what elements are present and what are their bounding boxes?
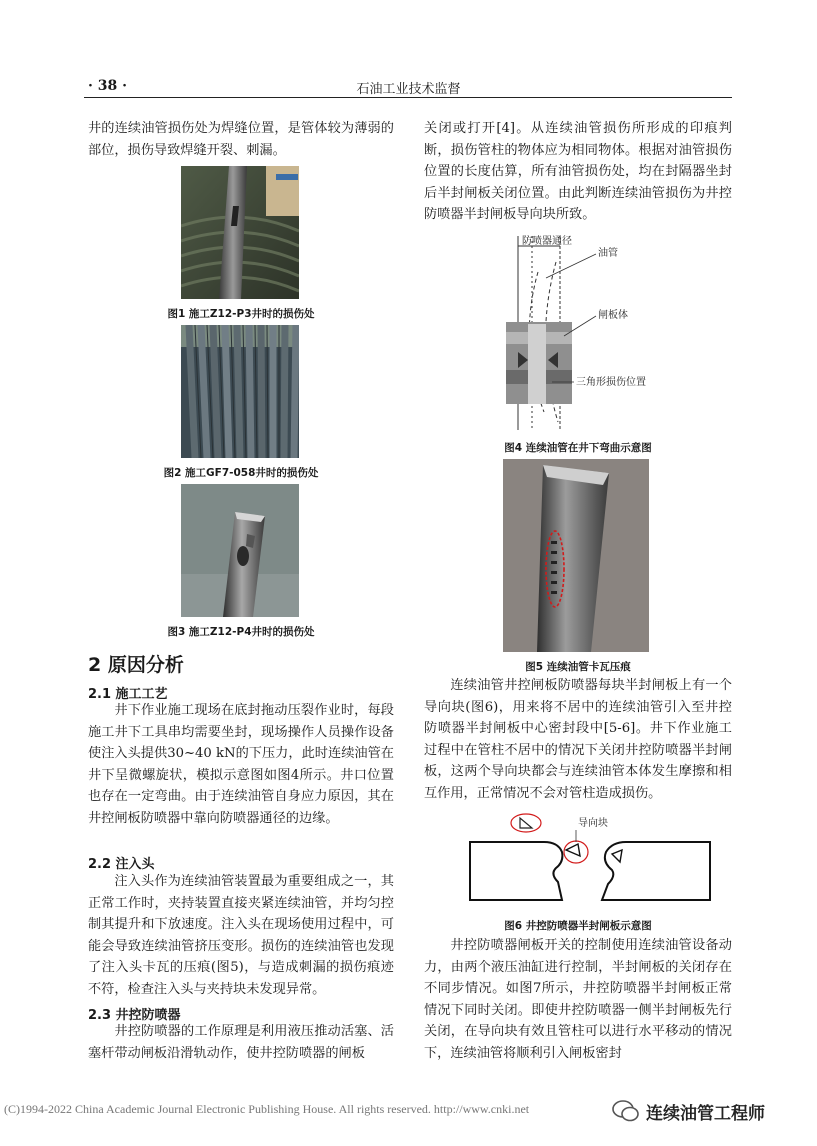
figure-5-caption: 图5 连续油管卡瓦压痕 <box>525 661 631 673</box>
right-top-paragraph: 关闭或打开[4]。从连续油管损伤所形成的印痕判断，损伤管柱的物体应为相同物体。根据对油管损伤位置的长度估算，所有油管损伤处，均在封隔器坐封后半封闸板关闭位置。由此判断连续油管损伤为井控防喷器半封闸板导向块所致。 <box>424 121 732 222</box>
figure-3-photo <box>181 484 299 617</box>
section-heading: 2 原因分析 <box>88 654 184 676</box>
figure-1-caption: 图1 施工Z12-P3井时的损伤处 <box>167 308 315 320</box>
right-middle-paragraph: 连续油管井控闸板防喷器每块半封闸板上有一个导向块(图6)，用来将不居中的连续油管引入至井控防喷器半封闸板中心密封段中[5-6]。井下作业施工过程中在管柱不居中的情况下关闭井控防喷器半封闸板，这两个导向块都会与连续油管本体发生摩擦和相互作用，正常情况不会对管柱造成损伤。 <box>424 678 732 801</box>
figure-4-caption: 图4 连续油管在井下弯曲示意图 <box>504 442 652 454</box>
figure-6-label-guide-block: 导向块 <box>578 818 608 829</box>
subsection-2-2-heading: 2.2 注入头 <box>88 857 155 872</box>
watermark-text: 连续油管工程师 <box>646 1103 765 1124</box>
right-bottom-paragraph: 井控防喷器闸板开关的控制使用连续油管设备动力，由两个液压油缸进行控制，半封闸板的关闭存在不同步情况。如图7所示，井控防喷器半封闸板正常情况下同时关闭。即使井控防喷器一侧半封闸板先行关闭，在导向块有效且管柱可以进行水平移动的情况下，连续油管将顺利引入闸板密封 <box>424 938 732 1061</box>
watermark <box>612 1096 812 1126</box>
figure-4-label-tubing: 油管 <box>598 248 618 259</box>
subsection-2-3-paragraph: 井控防喷器的工作原理是利用液压推动活塞、活塞杆带动闸板沿滑轨动作，使井控防喷器的闸板 <box>88 1024 394 1061</box>
figure-5-photo <box>503 459 649 652</box>
wechat-icon <box>612 1100 640 1122</box>
header-rule <box>84 97 732 98</box>
journal-title: 石油工业技术监督 <box>356 82 461 97</box>
figure-4-label-ram: 闸板体 <box>598 310 628 321</box>
figure-4-label-bore: 防喷器通径 <box>522 236 572 247</box>
subsection-2-1-heading: 2.1 施工工艺 <box>88 687 168 702</box>
intro-paragraph: 井的连续油管损伤处为焊缝位置，是管体较为薄弱的部位，损伤导致焊缝开裂、刺漏。 <box>88 121 394 158</box>
subsection-2-3-heading: 2.3 井控防喷器 <box>88 1008 181 1023</box>
subsection-2-2-paragraph: 注入头作为连续油管装置最为重要组成之一，其正常工作时，夹持装置直接夹紧连续油管，并均匀控制其提升和下放速度。注入头在现场使用过程中，可能会导致连续油管挤压变形。损伤的连续油管也发现了注入头卡瓦的压痕(图5)，与造成刺漏的损伤痕迹不符，检查注入头与夹持块未发现异常。 <box>88 874 394 997</box>
figure-3-caption: 图3 施工Z12-P4井时的损伤处 <box>167 626 315 638</box>
figure-6-diagram <box>466 812 716 914</box>
page-number: · 38 · <box>88 78 127 94</box>
figure-4-label-damage: 三角形损伤位置 <box>576 377 646 388</box>
copyright-footer: (C)1994-2022 China Academic Journal Electronic Publishing House. All rights reserved. http://www.cnki.net <box>4 1102 530 1116</box>
subsection-2-1-paragraph: 井下作业施工现场在底封拖动压裂作业时，每段施工井下工具串均需要坐封，现场操作人员操作设备使注入头提供30~40 kN的下压力，此时连续油管在井下呈微螺旋状，模拟示意图如图4所示。井口位置也存在一定弯曲。由于连续油管自身应力原因，其在井控闸板防喷器中靠向防喷器通径的边缘。 <box>88 703 394 826</box>
figure-4-diagram <box>498 232 668 432</box>
figure-2-caption: 图2 施工GF7-058井时的损伤处 <box>163 467 319 479</box>
figure-6-caption: 图6 井控防喷器半封闸板示意图 <box>504 920 652 932</box>
figure-2-photo <box>181 325 299 458</box>
figure-1-photo <box>181 166 299 299</box>
